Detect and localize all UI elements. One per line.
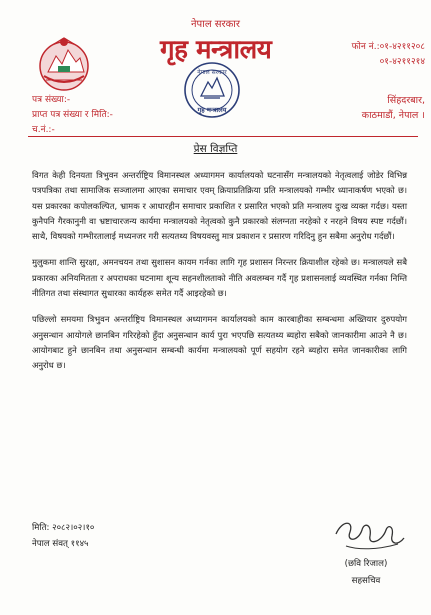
header-divider [28, 136, 418, 137]
paragraph-3: पछिल्लो समयमा त्रिभुवन अन्तर्राष्ट्रिय विमानस्थल अध्यागमन कार्यालयको काम कारबाहीका सम्बन्धमा अख्तियार दुरुपयोग अनुसन्धान आयोगले छानबिन गरिरहेको हुँदा अनुसन्धान कार्य पुरा भएपछि सत्यतथ्य ब्यहोरा सबैको जानकारीमा आउने नै छ। आयोगबाट हुने छानबिन तथा अनुसन्धान सम्बन्धी कार्यमा मन्त्रालयको पूर्ण सहयोग रहने ब्यहोरा समेत जानकारीका लागि अनुरोध छ। [32, 314, 407, 371]
dispatch-number: च.नं.:- [32, 125, 55, 135]
document-body [32, 168, 407, 385]
signer-block [326, 556, 406, 590]
paragraph-1: विगत केही दिनयता त्रिभुवन अन्तर्राष्ट्रिय विमानस्थल अध्यागमन कार्यालयको घटनासँग मन्त्रालयको नेतृत्वलाई जोडेर विभिन्न पत्रपत्रिका तथा सामाजिक सञ्जालमा आएका समाचार एवम् क्रियाप्रतिक्रिया प्रति मन्त्रालयको गम्भीर ध्यानाकर्षण भएको छ। यस प्रकारका कपोलकल्पित, भ्रामक र आधारहीन समाचार प्रकाशित र प्रसारित भएको प्रति मन्त्रालय दुःख व्यक्त गर्दछ। यस्ता कुनैपनि गैरकानुनी वा भ्रष्टाचारजन्य कार्यमा मन्त्रालयको नेतृत्वको कुनै प्रकारको संलग्नता नरहेको र नरहने विषय स्पष्ट गर्दछौं। साथै, विषयको गम्भीरतालाई मध्यनजर गरी सत्यतथ्य विषयवस्तु मात्र प्रकाशन र प्रसारण गरिदिनु हुन सबैमा अनुरोध गर्दछौं। [32, 170, 407, 242]
reference-block [32, 93, 182, 138]
government-name: नेपाल सरकार [191, 19, 240, 30]
seal-top-text: नेपाल सरकार [197, 69, 227, 76]
nepal-emblem-icon [36, 36, 92, 92]
received-letter-ref: प्राप्त पत्र संख्या र मिति:- [32, 110, 113, 120]
letter-number: पत्र संख्या:- [32, 95, 71, 105]
phone-line-1: फोन नं.:०१-४२११२०८ [351, 42, 425, 52]
ministry-seal-icon [182, 60, 242, 120]
paragraph-2: मुलुकमा शान्ति सुरक्षा, अमनचयन तथा सुशासन कायम गर्नका लागि गृह प्रशासन निरन्तर क्रियाशील रहेको छ। मन्त्रालयले सबै प्रकारका अनियमितता र अपराधका घटनामा शून्य सहनशीलताको नीति अवलम्बन गर्दै गृह प्रशासनलाई व्यवस्थित गर्नका निम्ति नीतिगत तथा संस्थागत सुधारका कार्यहरू समेत गर्दै आइरहेको छ। [32, 257, 407, 299]
signer-title: सहसचिव [351, 576, 381, 586]
document-heading: प्रेस विज्ञप्ति [193, 143, 238, 155]
address-block [320, 93, 425, 123]
date-block [32, 520, 172, 552]
address-line-2: काठमाडौं, नेपाल । [361, 110, 425, 121]
ministry-title: गृह मन्त्रालय [160, 35, 272, 65]
phone-line-2: ०१-४२११२१४ [379, 57, 425, 67]
phone-block [330, 40, 425, 70]
issue-date: मिति: २०८२।०२।१० [32, 523, 95, 533]
nepal-sambat-date: नेपाल संवत् ११४५ [32, 539, 89, 549]
signer-name: (छवि रिजाल) [344, 559, 388, 569]
address-line-1: सिंहदरबार, [387, 95, 425, 106]
seal-bottom-text: गृह मन्त्रालय [197, 106, 227, 114]
signature-icon [328, 512, 408, 554]
